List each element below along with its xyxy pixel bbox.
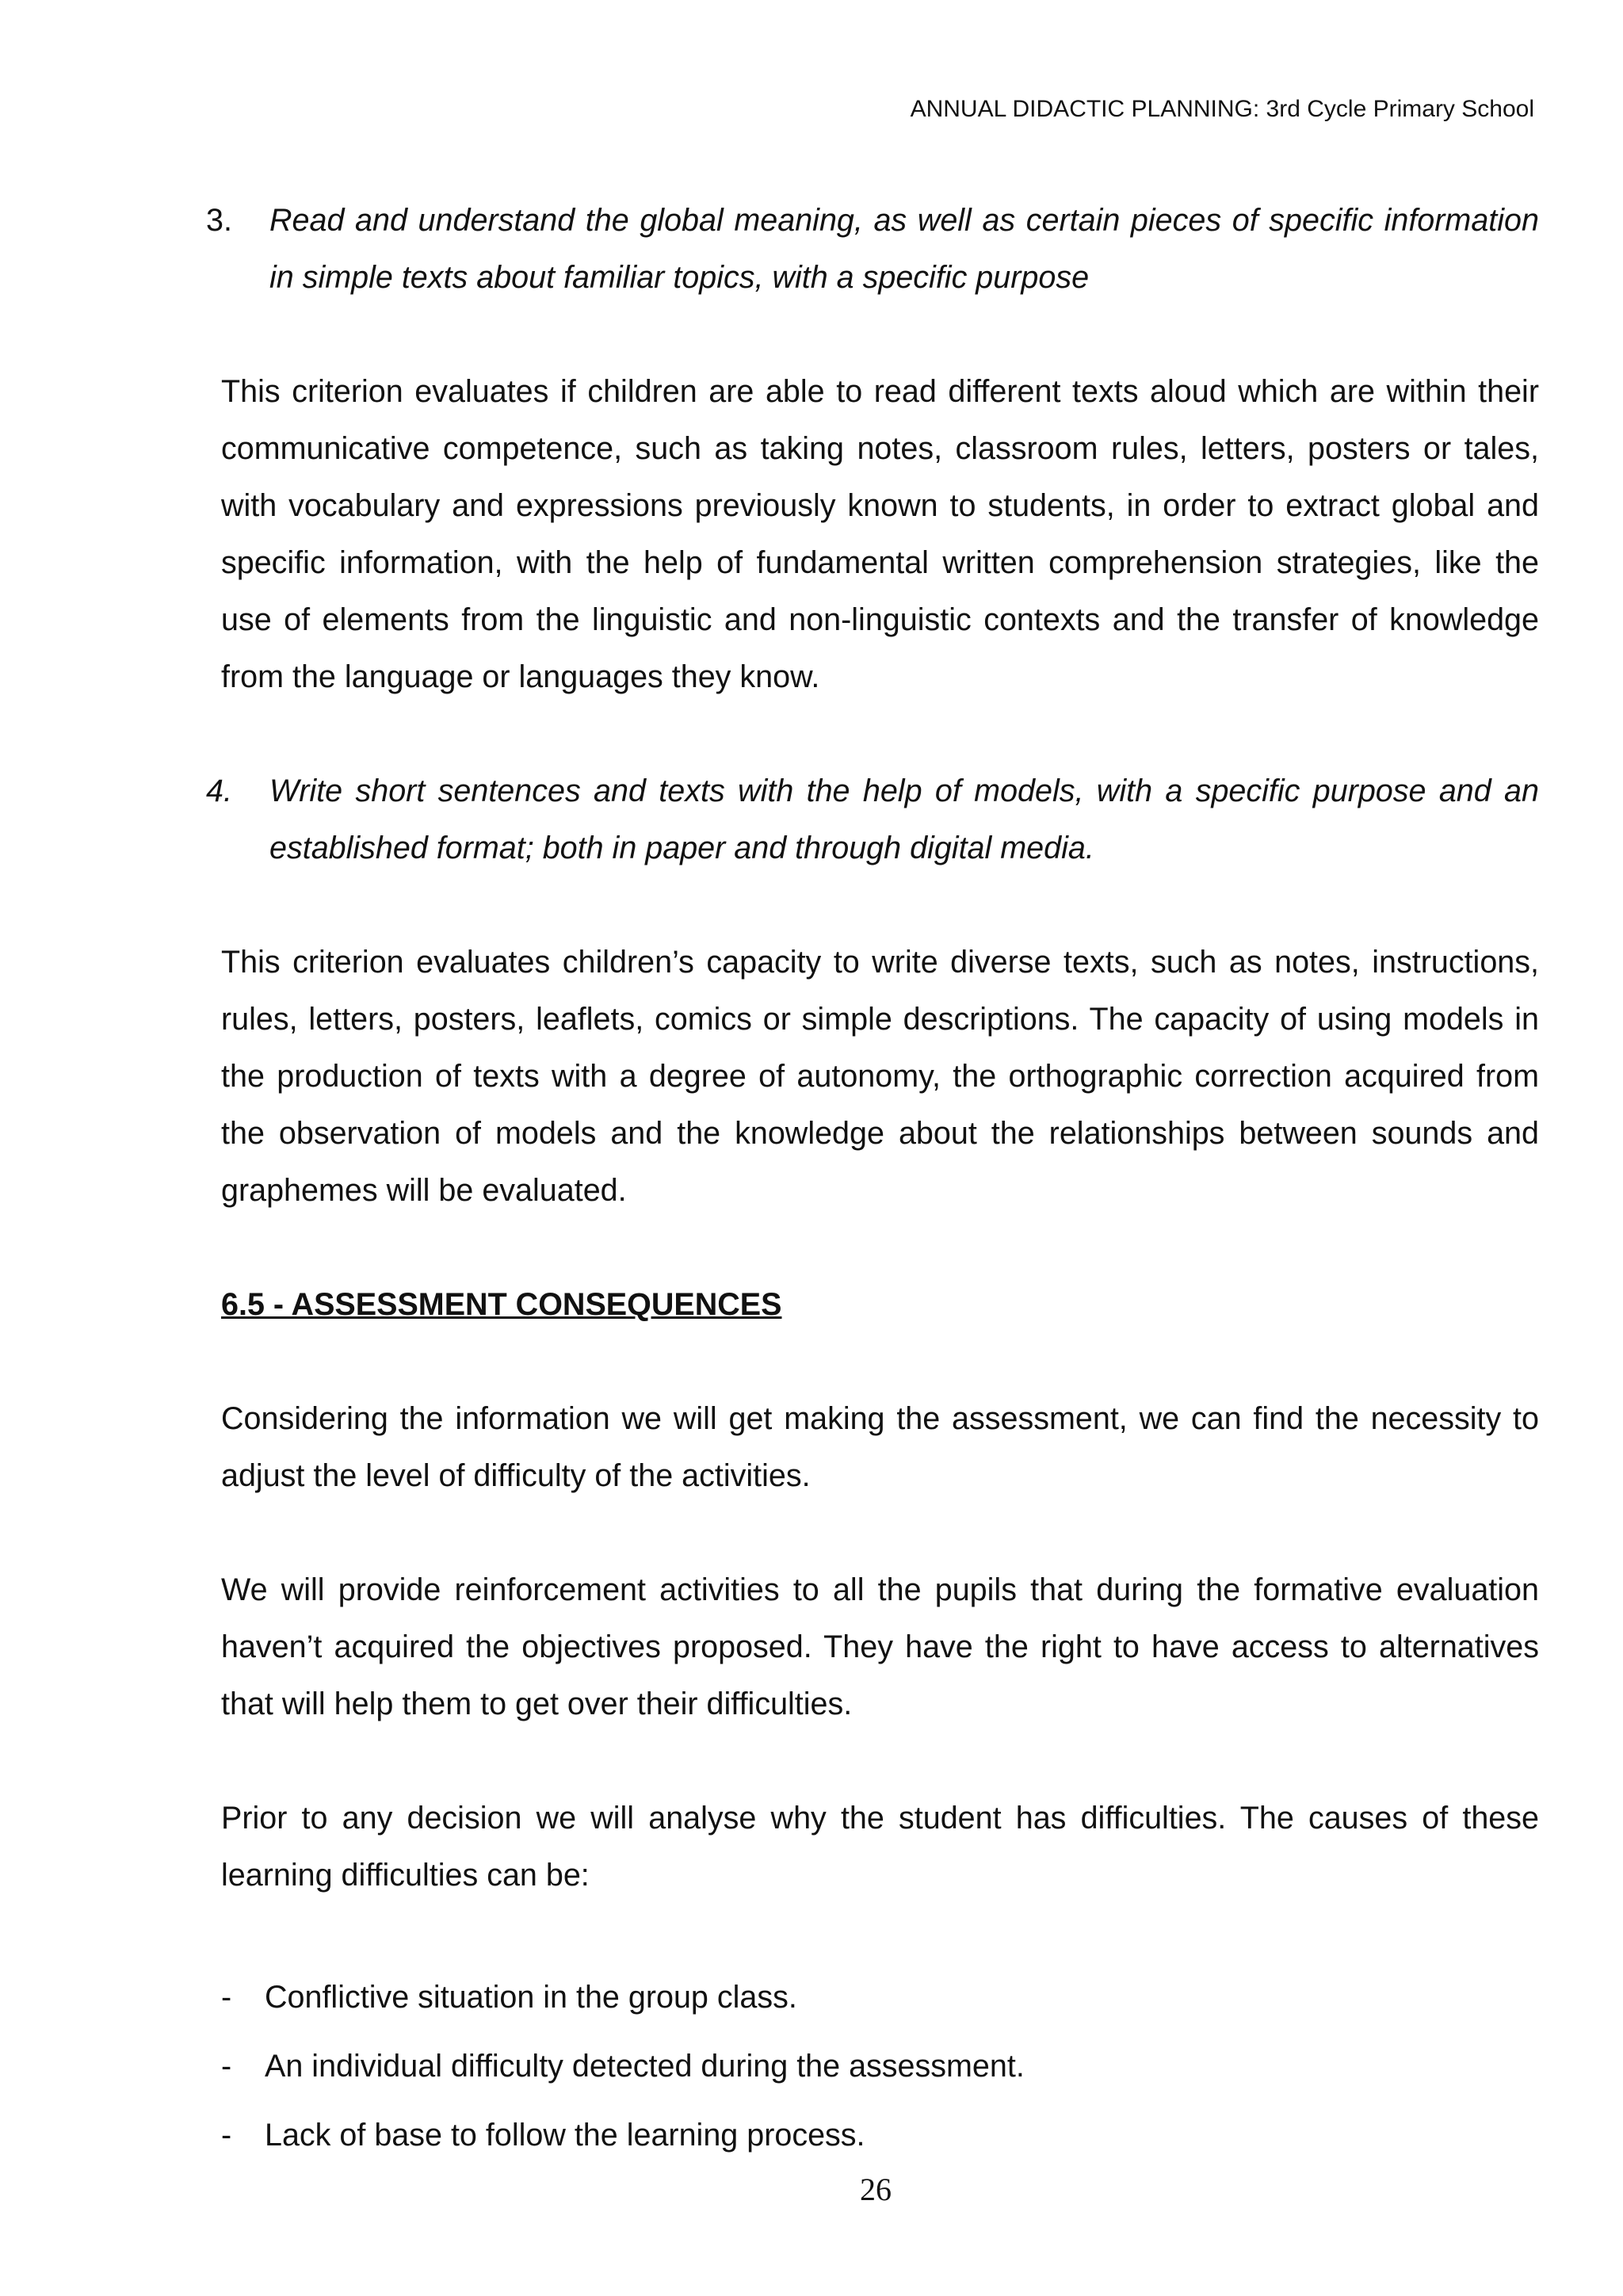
criterion-text: Write short sentences and texts with the help of models, with a specific purpose and an established format; both in paper and through digital media. <box>269 774 1539 865</box>
causes-list <box>221 1969 1539 2164</box>
running-header: ANNUAL DIDACTIC PLANNING: 3rd Cycle Primary School <box>910 96 1534 122</box>
criterion-number: 4. <box>206 774 232 808</box>
section-paragraph: We will provide reinforcement activities to all the pupils that during the formative evaluation haven’t acquired the objectives proposed. They have the right to have access to alternatives that will help them to get over their difficulties. <box>221 1572 1539 1721</box>
page-content <box>206 192 1539 2176</box>
spacer <box>221 705 1539 762</box>
section-paragraph: Considering the information we will get making the assessment, we can find the necessity to adjust the level of difficulty of the activities. <box>221 1401 1539 1493</box>
list-item-text: An individual difficulty detected during the assessment. <box>265 2049 1025 2084</box>
criterion-4-explanation: This criterion evaluates children’s capacity to write diverse texts, such as notes, instructions, rules, letters, posters, leaflets, comics or simple descriptions. The capacity of using models in the production of texts with a degree of autonomy, the orthographic correction acquired from the observation of models and the knowledge about the relationships between sounds and graphemes will be evaluated. <box>221 945 1539 1208</box>
section-heading: 6.5 - ASSESSMENT CONSEQUENCES <box>221 1287 782 1322</box>
bullet-dash: - <box>221 1980 232 2015</box>
criterion-3-explanation: This criterion evaluates if children are able to read different texts aloud which are within their communicative competence, such as taking notes, classroom rules, letters, posters or tales, with vocabulary and expressions previously known to students, in order to extract global and specific information, with the help of fundamental written comprehension strategies, like the use of elements from the linguistic and non-linguistic contexts and the transfer of knowledge from the language or languages they know. <box>221 374 1539 694</box>
list-item <box>221 2107 1539 2164</box>
spacer <box>221 1504 1539 1561</box>
spacer <box>221 1733 1539 1790</box>
bullet-dash: - <box>221 2118 232 2153</box>
list-item-text: Lack of base to follow the learning process. <box>265 2118 865 2153</box>
criterion-number: 3. <box>206 203 232 238</box>
page-number: 26 <box>860 2172 892 2207</box>
bullet-dash: - <box>221 2049 232 2084</box>
list-item <box>221 1969 1539 2026</box>
criterion-text: Read and understand the global meaning, as well as certain pieces of specific information in simple texts about familiar topics, with a specific purpose <box>269 203 1539 295</box>
list-item <box>221 2038 1539 2095</box>
spacer <box>221 1333 1539 1390</box>
criterion-4 <box>206 762 1539 877</box>
spacer <box>221 306 1539 363</box>
criterion-3 <box>206 192 1539 306</box>
section-paragraph: Prior to any decision we will analyse why the student has difficulties. The causes of these learning difficulties can be: <box>221 1801 1539 1893</box>
list-item-text: Conflictive situation in the group class. <box>265 1980 797 2015</box>
spacer <box>221 877 1539 934</box>
spacer <box>221 1904 1539 1961</box>
spacer <box>221 1219 1539 1276</box>
